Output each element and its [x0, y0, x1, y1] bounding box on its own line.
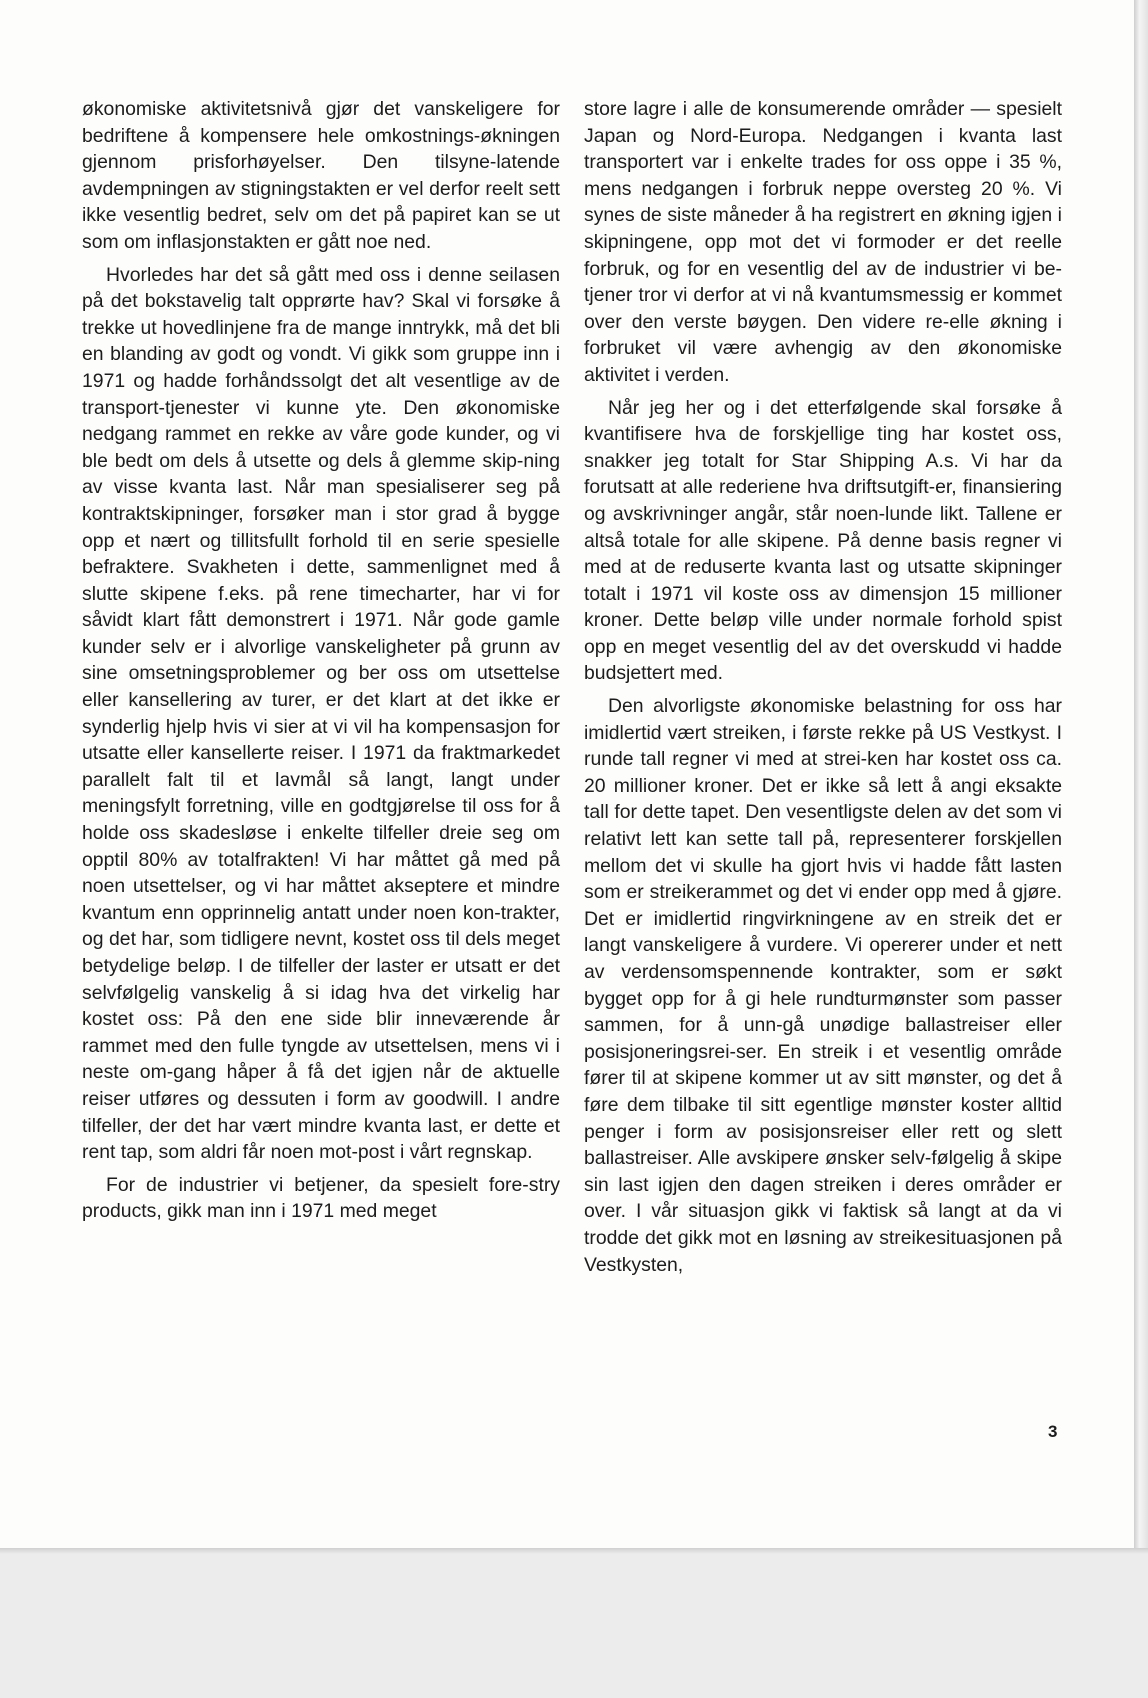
paragraph: økonomiske aktivitetsnivå gjør det vanskeligere for bedriftene å kompensere hele omkostnings-økningen gjennom prisforhøyelser. Den tilsyne-latende avdempningen av stigningstakten er vel derfor reelt sett ikke vesentlig bedret, selv om det på papiret kan se ut som om inflasjonstakten er gått noe ned. [82, 98, 560, 253]
left-text-column [82, 96, 560, 1231]
page-number: 3 [1048, 1422, 1058, 1441]
paragraph: Hvorledes har det så gått med oss i denne seilasen på det bokstavelig talt opprørte hav? Skal vi forsøke å trekke ut hovedlinjene fra de mange inntrykk, må det bli en blanding av godt og vondt. Vi gikk som gruppe inn i 1971 og hadde forhåndssolgt det alt vesentlige av de transport-tjenester vi kunne yte. Den økonomiske nedgang rammet en rekke av våre gode kunder, og vi ble bedt om dels å utsette og dels å glemme skip-ning av visse kvanta last. Når man spesialiserer seg på kontraktskipninger, forsøker man i stor grad å bygge opp et nært og tillitsfullt forhold til en serie spesielle befraktere. Svakheten i dette, sammenlignet med å slutte skipene f.eks. på rene timecharter, har vi for såvidt klart fått demonstrert i 1971. Når gode gamle kunder selv er i alvorlige vanskeligheter på grunn av sine omsetningsproblemer og ber oss om utsettelse eller kansellering av turer, er det klart at det ikke er synderlig hjelp hvis vi sier at vi vil ha kompensasjon for utsatte eller kansellerte reiser. I 1971 da fraktmarkedet parallelt falt til et lavmål så langt, langt under meningsfylt forretning, ville en godtgjørelse til oss for å holde oss skadesløse i enkelte tilfeller dreie seg om opptil 80% av totalfrakten! Vi har måttet gå med på noen utsettelser, og vi har måttet akseptere et mindre kvantum enn opprinnelig antatt under noen kon-trakter, og det har, som tidligere nevnt, kostet oss til dels meget betydelige beløp. I de tilfeller der laster er utsatt er det selvfølgelig vanskelig å si idag hva det virkelig har kostet oss: På den ene side blir inneværende år rammet med den fulle tyngde av utsettelsen, mens vi i neste om-gang håper å få det igjen når de aktuelle reiser utføres og dessuten i form av goodwill. I andre tilfeller, der det har vært mindre kvanta last, er dette et rent tap, som aldri får noen mot-post i vårt regnskap. [82, 263, 560, 1164]
page-edge [1134, 0, 1148, 1548]
paragraph: For de industrier vi betjener, da spesielt fore-stry products, gikk man inn i 1971 med meget [82, 1173, 560, 1223]
page-shadow [0, 1548, 1148, 1554]
paragraph: store lagre i alle de konsumerende områder — spesielt Japan og Nord-Europa. Nedgangen i kvanta last transportert var i enkelte trades for oss oppe i 35 %, mens nedgangen i forbruk neppe oversteg 20 %. Vi synes de siste måneder å ha registrert en økning igjen i skipningene, opp mot det vi formoder er det reelle forbruk, og for en vesentlig del av de industrier vi be-tjener tror vi derfor at vi nå kvantumsmessig er kommet over den verste bøygen. Den videre re-elle økning i forbruket vil være avhengig av den økonomiske aktivitet i verden. [584, 98, 1062, 386]
paragraph: Den alvorligste økonomiske belastning for oss har imidlertid vært streiken, i første rekke på US Vestkyst. I runde tall regner vi med at strei-ken har kostet oss ca. 20 millioner kroner. Det er ikke så lett å angi eksakte tall for dette tapet. Den vesentligste delen av det som vi relativt lett kan sette tall på, representerer forskjellen mellom det vi skulle ha gjort hvis vi hadde fått lasten som er streikerammet og det vi ender opp med å gjøre. Det er imidlertid ringvirkningene av en streik det er langt vanskeligere å vurdere. Vi opererer under et nett av verdensomspennende kontrakter, som er søkt bygget opp for å gi hele rundturmønster som passer sammen, for å unn-gå unødige ballastreiser eller posisjoneringsrei-ser. En streik i et vesentlig område fører til at skipene kommer ut av sitt mønster, og det å føre dem tilbake til sitt egentlige mønster koster alltid penger i form av posisjonsreiser eller rett og slett ballastreiser. Alle avskipere ønsker selv-følgelig å skipe sin last igjen den dagen streiken i deres områder er over. I vår situasjon gikk vi faktisk så langt at da vi trodde det gikk mot en løsning av streikesituasjonen på Vestkysten, [584, 695, 1062, 1276]
paragraph: Når jeg her og i det etterfølgende skal forsøke å kvantifisere hva de forskjellige ting har kostet oss, snakker jeg totalt for Star Shipping A.s. Vi har da forutsatt at alle rederiene hva driftsutgift-er, finansiering og avskrivninger angår, står noen-lunde likt. Tallene er altså totale for alle skipene. På denne basis regner vi med at de reduserte kvanta last og utsatte skipninger totalt i 1971 vil koste oss av dimensjon 15 millioner kroner. Dette beløp ville under normale forhold spist opp en meget vesentlig del av det overskudd vi hadde budsjettert med. [584, 396, 1062, 685]
right-text-column [584, 96, 1062, 1284]
